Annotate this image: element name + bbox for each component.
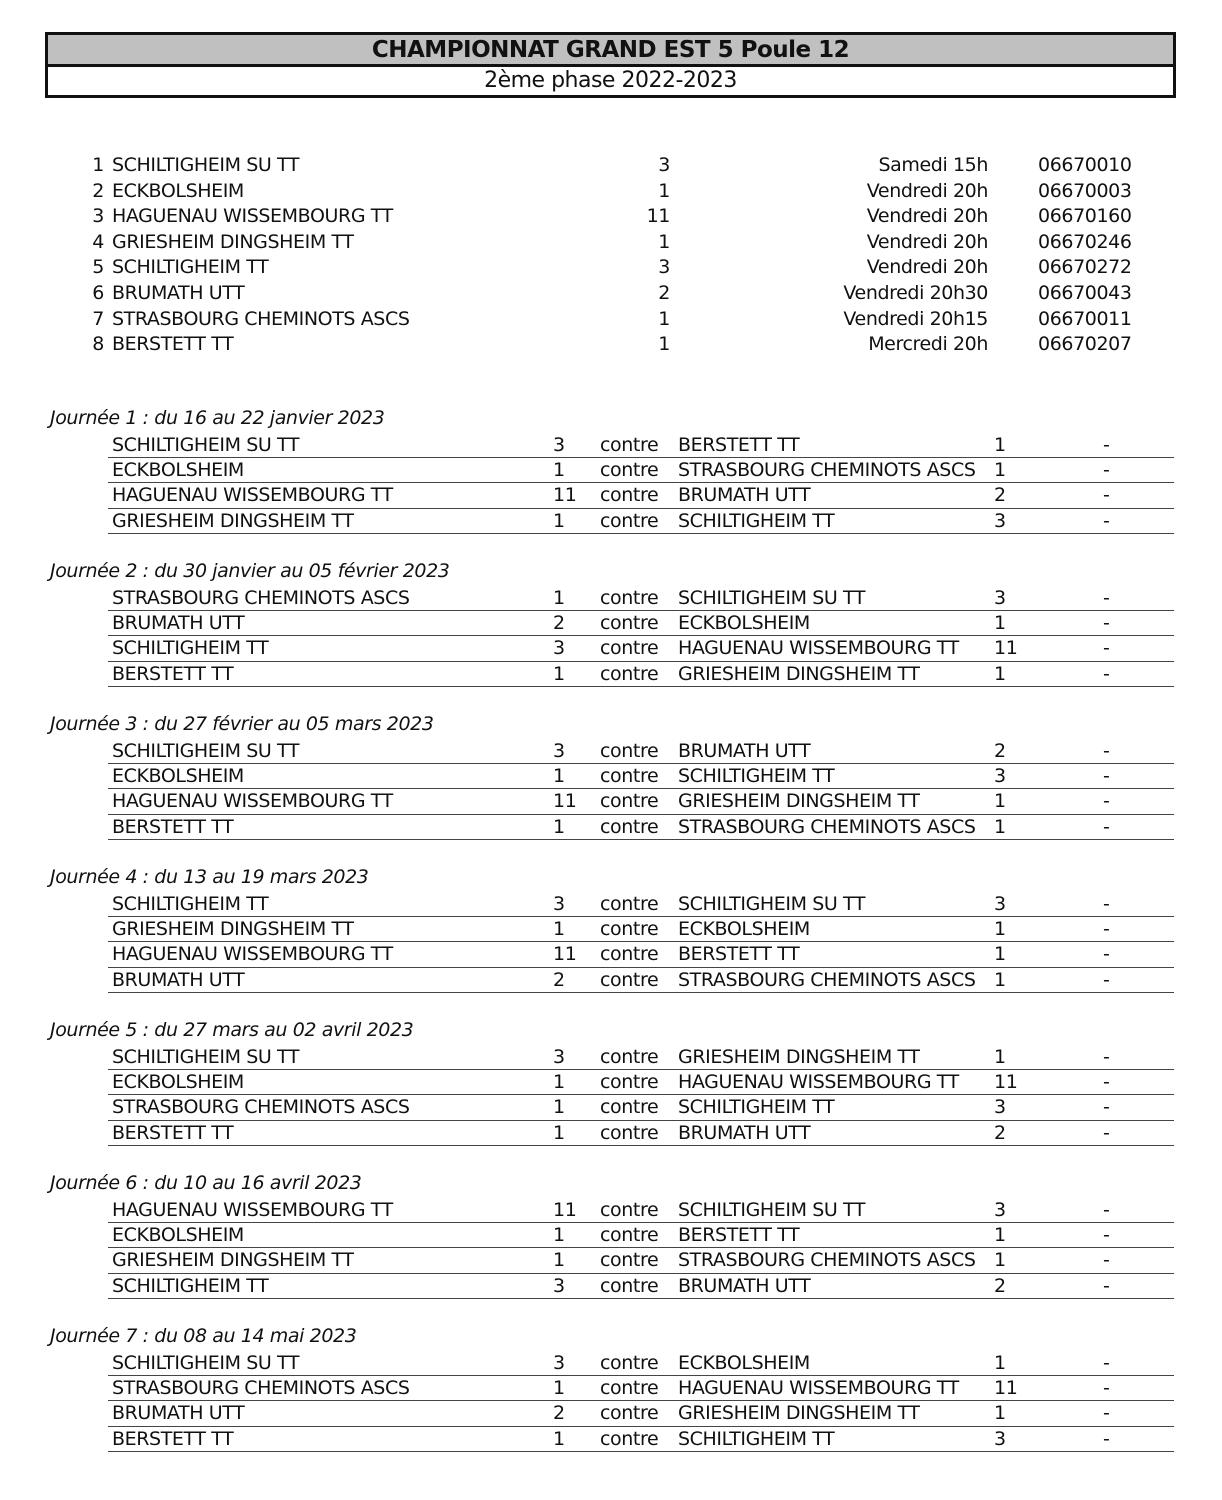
home-team-count: 1 [553,917,565,940]
versus-label: contre [600,1402,659,1425]
match-result: - [1103,1249,1110,1272]
match-result: - [1103,790,1110,813]
away-team: BRUMATH UTT [678,1121,811,1144]
versus-label: contre [600,587,659,609]
away-team-count: 1 [994,943,1006,966]
match-result: - [1103,484,1110,507]
home-team-count: 1 [553,1376,565,1399]
team-number: 7 [92,307,104,330]
home-team-count: 2 [553,1402,565,1425]
home-team-count: 1 [553,509,565,532]
match-row [108,1351,1174,1376]
home-team: SCHILTIGHEIM SU TT [112,434,300,456]
team-name: SCHILTIGHEIM SU TT [112,154,300,176]
match-row [108,1121,1174,1147]
home-team: HAGUENAU WISSEMBOURG TT [112,1199,393,1221]
match-table [108,739,1174,840]
page-subtitle: 2ème phase 2022-2023 [48,67,1173,95]
match-row [108,636,1174,662]
match-result: - [1103,458,1110,481]
home-team: BERSTETT TT [112,815,234,838]
match-result: - [1103,1096,1110,1119]
match-result: - [1103,740,1110,762]
journee-section [0,864,1222,1017]
home-team: SCHILTIGHEIM SU TT [112,1352,300,1374]
match-row [108,917,1174,943]
away-team-count: 3 [994,1096,1006,1119]
team-code: 06670246 [1038,230,1132,253]
away-team: STRASBOURG CHEMINOTS ASCS [678,815,976,838]
match-row [108,1095,1174,1121]
home-team: SCHILTIGHEIM SU TT [112,740,300,762]
away-team: ECKBOLSHEIM [678,611,810,634]
home-team: GRIESHEIM DINGSHEIM TT [112,917,354,940]
match-result: - [1103,587,1110,609]
team-row [80,332,1160,358]
team-count: 1 [658,179,670,202]
team-code: 06670207 [1038,333,1132,356]
home-team-count: 3 [553,1274,565,1297]
versus-label: contre [600,637,659,660]
match-result: - [1103,968,1110,991]
versus-label: contre [600,509,659,532]
team-name: HAGUENAU WISSEMBOURG TT [112,205,393,228]
versus-label: contre [600,917,659,940]
team-code: 06670010 [1038,154,1132,176]
home-team: HAGUENAU WISSEMBOURG TT [112,790,393,813]
match-row [108,1223,1174,1249]
versus-label: contre [600,943,659,966]
team-schedule: Vendredi 20h30 [843,281,988,304]
match-result: - [1103,1199,1110,1221]
team-number: 3 [92,205,104,228]
match-result: - [1103,917,1110,940]
match-table [108,1045,1174,1146]
match-row [108,586,1174,611]
match-row [108,789,1174,815]
match-result: - [1103,893,1110,915]
away-team: GRIESHEIM DINGSHEIM TT [678,1402,920,1425]
match-result: - [1103,815,1110,838]
away-team-count: 2 [994,1121,1006,1144]
team-row [80,153,1160,179]
home-team-count: 11 [553,943,577,966]
versus-label: contre [600,1376,659,1399]
match-result: - [1103,509,1110,532]
home-team-count: 2 [553,611,565,634]
home-team-count: 1 [553,587,565,609]
away-team: ECKBOLSHEIM [678,1352,810,1374]
team-count: 1 [658,230,670,253]
versus-label: contre [600,434,659,456]
team-schedule: Vendredi 20h [866,230,988,253]
team-number: 6 [92,281,104,304]
away-team-count: 3 [994,509,1006,532]
match-row [108,611,1174,637]
versus-label: contre [600,1121,659,1144]
team-row [80,204,1160,230]
home-team-count: 1 [553,1121,565,1144]
home-team: SCHILTIGHEIM TT [112,893,269,915]
journee-title: Journée 2 : du 30 janvier au 05 février 2023 [50,560,450,582]
journee-section [0,1323,1222,1476]
away-team-count: 1 [994,1046,1006,1068]
away-team-count: 1 [994,434,1006,456]
home-team-count: 1 [553,764,565,787]
team-number: 4 [92,230,104,253]
home-team-count: 1 [553,662,565,685]
away-team: SCHILTIGHEIM TT [678,764,835,787]
away-team-count: 1 [994,917,1006,940]
team-code: 06670003 [1038,179,1132,202]
team-row [80,230,1160,256]
away-team: STRASBOURG CHEMINOTS ASCS [678,458,976,481]
away-team-count: 11 [994,637,1018,660]
team-count: 11 [646,205,670,228]
team-count: 2 [658,281,670,304]
match-row [108,1274,1174,1300]
away-team: STRASBOURG CHEMINOTS ASCS [678,1249,976,1272]
team-row [80,307,1160,333]
team-name: GRIESHEIM DINGSHEIM TT [112,230,354,253]
home-team-count: 1 [553,1070,565,1093]
away-team-count: 2 [994,1274,1006,1297]
away-team-count: 3 [994,1427,1006,1450]
versus-label: contre [600,1046,659,1068]
home-team-count: 1 [553,1096,565,1119]
versus-label: contre [600,1223,659,1246]
home-team-count: 1 [553,815,565,838]
away-team: BRUMATH UTT [678,1274,811,1297]
match-result: - [1103,1376,1110,1399]
team-list [80,153,1160,358]
home-team: ECKBOLSHEIM [112,1070,244,1093]
away-team-count: 1 [994,1352,1006,1374]
match-table [108,892,1174,993]
match-row [108,509,1174,535]
away-team: BERSTETT TT [678,434,800,456]
away-team: SCHILTIGHEIM SU TT [678,893,866,915]
team-schedule: Mercredi 20h [868,333,988,356]
home-team: STRASBOURG CHEMINOTS ASCS [112,587,410,609]
away-team: SCHILTIGHEIM TT [678,1427,835,1450]
team-number: 1 [92,154,104,176]
away-team: BRUMATH UTT [678,740,811,762]
match-result: - [1103,943,1110,966]
match-row [108,458,1174,484]
away-team-count: 1 [994,1249,1006,1272]
home-team-count: 1 [553,1223,565,1246]
team-name: SCHILTIGHEIM TT [112,256,269,279]
away-team: SCHILTIGHEIM TT [678,1096,835,1119]
home-team: SCHILTIGHEIM SU TT [112,1046,300,1068]
team-code: 06670272 [1038,256,1132,279]
away-team: HAGUENAU WISSEMBOURG TT [678,1376,959,1399]
team-schedule: Vendredi 20h [866,205,988,228]
home-team-count: 3 [553,434,565,456]
versus-label: contre [600,764,659,787]
away-team: SCHILTIGHEIM TT [678,509,835,532]
versus-label: contre [600,815,659,838]
match-result: - [1103,434,1110,456]
team-name: ECKBOLSHEIM [112,179,244,202]
away-team: GRIESHEIM DINGSHEIM TT [678,662,920,685]
versus-label: contre [600,740,659,762]
team-row [80,255,1160,281]
team-name: BRUMATH UTT [112,281,245,304]
match-table [108,1198,1174,1299]
home-team: ECKBOLSHEIM [112,1223,244,1246]
versus-label: contre [600,1352,659,1374]
match-row [108,1070,1174,1096]
home-team: SCHILTIGHEIM TT [112,637,269,660]
away-team-count: 3 [994,1199,1006,1221]
team-code: 06670011 [1038,307,1132,330]
home-team: ECKBOLSHEIM [112,458,244,481]
journee-list [0,405,1222,1476]
home-team-count: 11 [553,790,577,813]
team-count: 3 [658,154,670,176]
away-team: BERSTETT TT [678,943,800,966]
match-table [108,586,1174,687]
away-team: GRIESHEIM DINGSHEIM TT [678,1046,920,1068]
team-code: 06670043 [1038,281,1132,304]
match-result: - [1103,1070,1110,1093]
versus-label: contre [600,1096,659,1119]
home-team-count: 3 [553,1046,565,1068]
match-row [108,815,1174,841]
home-team-count: 3 [553,740,565,762]
home-team-count: 11 [553,1199,577,1221]
team-count: 1 [658,307,670,330]
match-row [108,1401,1174,1427]
team-count: 1 [658,333,670,356]
versus-label: contre [600,968,659,991]
match-row [108,1248,1174,1274]
home-team-count: 11 [553,484,577,507]
match-result: - [1103,662,1110,685]
match-row [108,662,1174,688]
home-team-count: 3 [553,637,565,660]
match-row [108,764,1174,790]
journee-section [0,1017,1222,1170]
away-team-count: 3 [994,764,1006,787]
home-team: HAGUENAU WISSEMBOURG TT [112,943,393,966]
team-number: 5 [92,256,104,279]
team-schedule: Vendredi 20h15 [843,307,988,330]
match-result: - [1103,1223,1110,1246]
away-team-count: 11 [994,1376,1018,1399]
home-team-count: 3 [553,1352,565,1374]
away-team-count: 1 [994,458,1006,481]
home-team: GRIESHEIM DINGSHEIM TT [112,1249,354,1272]
away-team: BERSTETT TT [678,1223,800,1246]
versus-label: contre [600,662,659,685]
versus-label: contre [600,790,659,813]
home-team: ECKBOLSHEIM [112,764,244,787]
versus-label: contre [600,611,659,634]
team-schedule: Vendredi 20h [866,179,988,202]
home-team-count: 2 [553,968,565,991]
match-result: - [1103,1121,1110,1144]
home-team: STRASBOURG CHEMINOTS ASCS [112,1376,410,1399]
away-team: SCHILTIGHEIM SU TT [678,1199,866,1221]
versus-label: contre [600,1199,659,1221]
home-team: BRUMATH UTT [112,968,245,991]
home-team: BRUMATH UTT [112,1402,245,1425]
away-team-count: 3 [994,893,1006,915]
home-team-count: 1 [553,1427,565,1450]
match-result: - [1103,637,1110,660]
home-team: BRUMATH UTT [112,611,245,634]
match-row [108,1198,1174,1223]
journee-section [0,1170,1222,1323]
team-row [80,179,1160,205]
match-row [108,1427,1174,1453]
away-team-count: 1 [994,1223,1006,1246]
team-count: 3 [658,256,670,279]
match-row [108,1045,1174,1070]
versus-label: contre [600,1249,659,1272]
away-team-count: 2 [994,740,1006,762]
away-team: SCHILTIGHEIM SU TT [678,587,866,609]
team-number: 8 [92,333,104,356]
away-team: HAGUENAU WISSEMBOURG TT [678,1070,959,1093]
away-team-count: 1 [994,662,1006,685]
versus-label: contre [600,458,659,481]
journee-title: Journée 5 : du 27 mars au 02 avril 2023 [50,1019,414,1041]
versus-label: contre [600,893,659,915]
home-team-count: 1 [553,1249,565,1272]
away-team-count: 3 [994,587,1006,609]
away-team-count: 2 [994,484,1006,507]
match-result: - [1103,611,1110,634]
match-row [108,968,1174,994]
home-team: BERSTETT TT [112,662,234,685]
home-team: GRIESHEIM DINGSHEIM TT [112,509,354,532]
away-team-count: 1 [994,790,1006,813]
match-result: - [1103,1427,1110,1450]
away-team: HAGUENAU WISSEMBOURG TT [678,637,959,660]
journee-title: Journée 7 : du 08 au 14 mai 2023 [50,1325,357,1347]
away-team: ECKBOLSHEIM [678,917,810,940]
away-team-count: 1 [994,815,1006,838]
match-row [108,739,1174,764]
match-result: - [1103,764,1110,787]
team-schedule: Samedi 15h [878,154,988,176]
match-result: - [1103,1402,1110,1425]
home-team-count: 1 [553,458,565,481]
journee-title: Journée 4 : du 13 au 19 mars 2023 [50,866,369,888]
match-result: - [1103,1046,1110,1068]
team-name: BERSTETT TT [112,333,234,356]
match-row [108,1376,1174,1402]
versus-label: contre [600,1274,659,1297]
away-team-count: 1 [994,1402,1006,1425]
versus-label: contre [600,1427,659,1450]
home-team: BERSTETT TT [112,1121,234,1144]
versus-label: contre [600,484,659,507]
journee-section [0,558,1222,711]
match-table [108,1351,1174,1452]
away-team-count: 11 [994,1070,1018,1093]
home-team: STRASBOURG CHEMINOTS ASCS [112,1096,410,1119]
team-name: STRASBOURG CHEMINOTS ASCS [112,307,410,330]
team-row [80,281,1160,307]
journee-title: Journée 3 : du 27 février au 05 mars 2023 [50,713,434,735]
match-result: - [1103,1352,1110,1374]
team-number: 2 [92,179,104,202]
away-team: BRUMATH UTT [678,484,811,507]
match-table [108,433,1174,534]
page-title: CHAMPIONNAT GRAND EST 5 Poule 12 [48,35,1173,67]
home-team-count: 3 [553,893,565,915]
home-team: HAGUENAU WISSEMBOURG TT [112,484,393,507]
journee-title: Journée 1 : du 16 au 22 janvier 2023 [50,407,385,429]
title-box [45,32,1176,98]
home-team: SCHILTIGHEIM TT [112,1274,269,1297]
journee-section [0,405,1222,558]
versus-label: contre [600,1070,659,1093]
match-row [108,483,1174,509]
match-row [108,433,1174,458]
team-schedule: Vendredi 20h [866,256,988,279]
home-team: BERSTETT TT [112,1427,234,1450]
match-result: - [1103,1274,1110,1297]
match-row [108,942,1174,968]
journee-title: Journée 6 : du 10 au 16 avril 2023 [50,1172,362,1194]
away-team-count: 1 [994,968,1006,991]
away-team: STRASBOURG CHEMINOTS ASCS [678,968,976,991]
journee-section [0,711,1222,864]
away-team: GRIESHEIM DINGSHEIM TT [678,790,920,813]
away-team-count: 1 [994,611,1006,634]
match-row [108,892,1174,917]
team-code: 06670160 [1038,205,1132,228]
